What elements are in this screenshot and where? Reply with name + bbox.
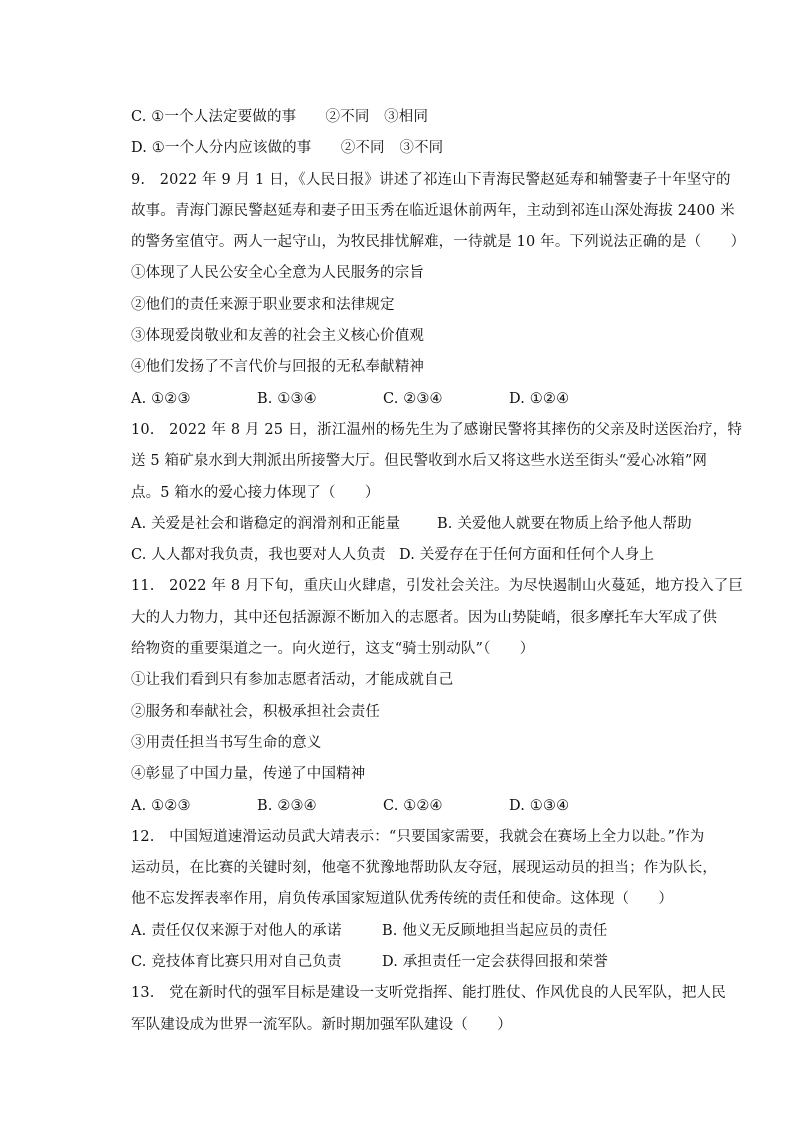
q11-stem-line-2: 大的人力物力，其中还包括源源不断加入的志愿者。因为山势陡峭，很多摩托车大军成了供	[131, 609, 717, 626]
q9-option-d: D. ①②④	[509, 390, 570, 407]
q13-stem-line-1: 13. 党在新时代的强军目标是建设一支听党指挥、能打胜仗、作风优良的人民军队，把人民	[131, 985, 726, 1002]
q11-statement-4: ④彰显了中国力量，传递了中国精神	[131, 766, 366, 783]
q10-option-a: A. 关爱是社会和谐稳定的润滑剂和正能量	[131, 515, 401, 532]
q11-statement-2: ②服务和奉献社会，积极承担社会责任	[131, 703, 381, 720]
q11-stem-line-1: 11. 2022 年 8 月下旬，重庆山火肆虐，引发社会关注。为尽快遏制山火蔓延，地方投入了巨	[131, 578, 744, 595]
q12-stem-line-1: 12. 中国短道速滑运动员武大靖表示：“只要国家需要，我就会在赛场上全力以赴。”作为	[131, 828, 705, 845]
q12-option-c: C. 竞技体育比赛只用对自己负责	[131, 954, 342, 971]
q13-stem-line-2: 军队建设成为世界一流军队。新时期加强军队建设（ ）	[131, 1016, 512, 1033]
q8-option-d: D. ①一个人分内应该做的事 ②不同 ③不同	[131, 140, 444, 157]
q9-statement-3: ③体现爱岗敬业和友善的社会主义核心价值观	[131, 328, 424, 345]
q12-option-b: B. 他义无反顾地担当起应员的责任	[382, 922, 608, 939]
q10-option-b: B. 关爱他人就要在物质上给予他人帮助	[437, 515, 692, 532]
q10-stem-line-1: 10. 2022 年 8 月 25 日，浙江温州的杨先生为了感谢民警将其摔伤的父亲及时送医治疗，特	[131, 421, 743, 438]
q10-options-cd	[131, 540, 694, 571]
q12-stem-line-3: 他不忘发挥表率作用，肩负传承国家短道队优秀传统的责任和使命。这体现（ ）	[131, 891, 674, 908]
q9-statement-4: ④他们发扬了不言代价与回报的无私奉献精神	[131, 359, 424, 376]
q9-stem-line-3: 的警务室值守。两人一起守山，为牧民排忧解难，一待就是 10 年。下列说法正确的是（ ）	[131, 234, 746, 251]
q10-option-c: C. 人人都对我负责，我也要对人人负责	[131, 547, 386, 564]
q8-option-c: C. ①一个人法定要做的事 ②不同 ③相同	[131, 109, 429, 125]
q11-options	[131, 791, 694, 822]
q11-statement-3: ③用责任担当书写生命的意义	[131, 734, 322, 751]
q12-option-a: A. 责任仅仅来源于对他人的承诺	[131, 922, 342, 939]
q11-option-d: D. ①③④	[509, 797, 570, 814]
q12-option-d: D. 承担责任一定会获得回报和荣誉	[382, 954, 608, 971]
q11-option-a: A. ①②③	[131, 797, 191, 814]
q9-stem-line-1: 9. 2022 年 9 月 1 日，《人民日报》讲述了祁连山下青海民警赵延寿和辅警妻子十年坚守的	[131, 171, 731, 188]
q10-options-ab	[131, 509, 694, 540]
q9-option-b: B. ①③④	[257, 390, 317, 407]
q9-options	[131, 384, 694, 415]
q9-option-c: C. ②③④	[383, 390, 443, 407]
q9-option-a: A. ①②③	[131, 390, 191, 407]
q9-statement-1: ①体现了人民公安全心全意为人民服务的宗旨	[131, 265, 424, 282]
q11-option-c: C. ①②④	[383, 797, 443, 814]
q10-option-d: D. 关爱存在于任何方面和任何个人身上	[399, 547, 655, 564]
q11-option-b: B. ②③④	[257, 797, 317, 814]
q11-statement-1: ①让我们看到只有参加志愿者活动，才能成就自己	[131, 672, 454, 689]
q12-options-ab	[131, 916, 694, 947]
q11-stem-line-3: 给物资的重要渠道之一。向火逆行，这支“骑士别动队”（ ）	[131, 641, 535, 658]
q9-statement-2: ②他们的责任来源于职业要求和法律规定	[131, 296, 395, 313]
q10-stem-line-2: 送 5 箱矿泉水到大荆派出所接警大厅。但民警收到水后又将这些水送至街头“爱心冰箱”网	[131, 453, 708, 470]
q9-stem-line-2: 故事。青海门源民警赵延寿和妻子田玉秀在临近退休前两年，主动到祁连山深处海拔 2400 米	[131, 202, 735, 219]
q10-stem-line-3: 点。5 箱水的爱心接力体现了（ ）	[131, 484, 380, 501]
q12-stem-line-2: 运动员，在比赛的关键时刻，他毫不犹豫地帮助队友夺冠，展现运动员的担当；作为队长，	[131, 860, 717, 877]
q12-options-cd	[131, 947, 694, 978]
